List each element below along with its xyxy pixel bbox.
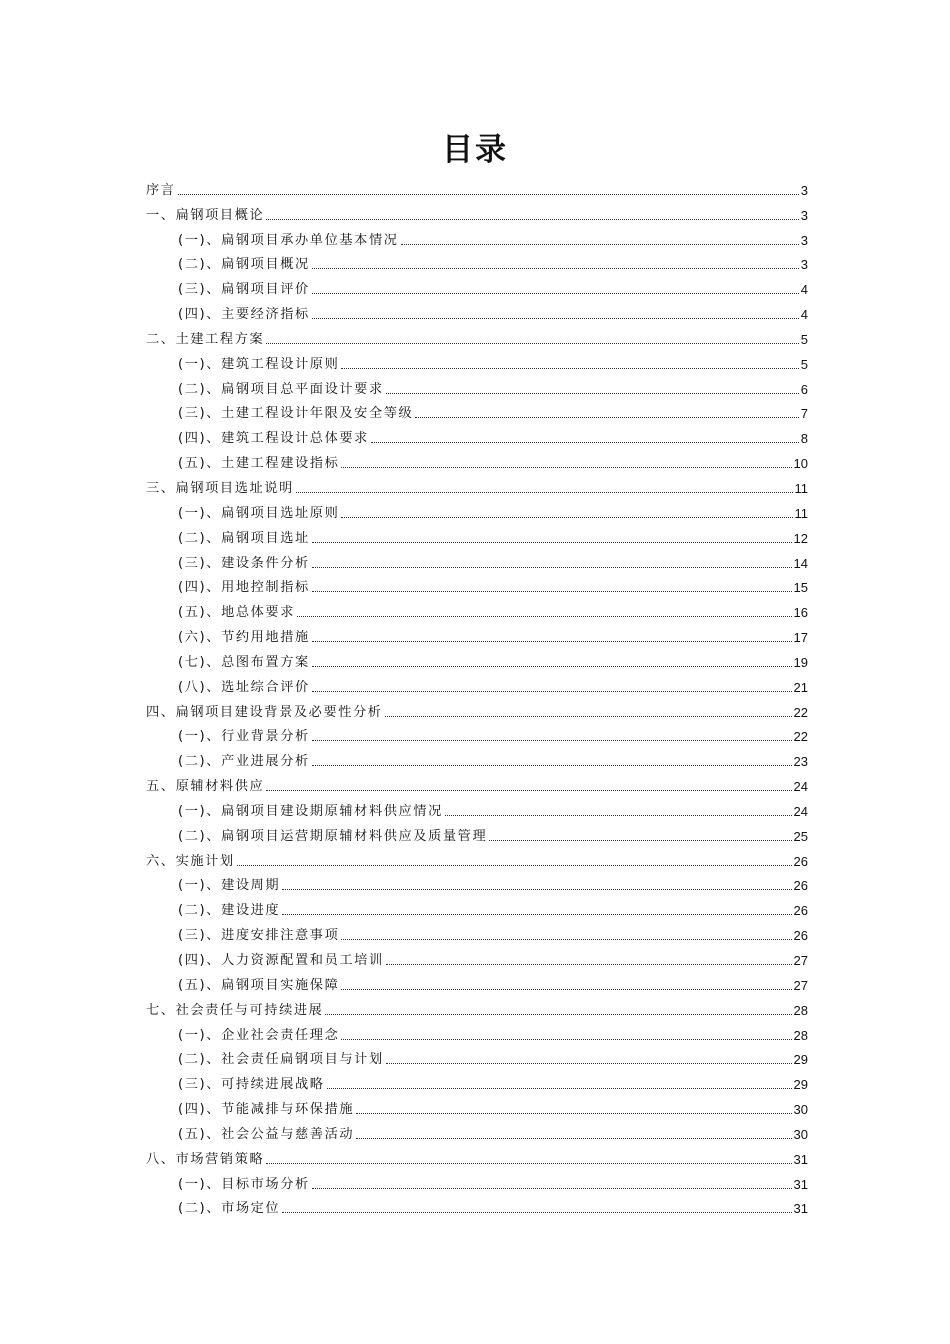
toc-entry-text: (二)、扁钢项目运营期原辅材料供应及质量管理 [178, 828, 488, 844]
toc-entry-page: 29 [793, 1052, 808, 1068]
dot-leader [178, 193, 799, 195]
dot-leader [386, 392, 799, 394]
toc-entry-page: 31 [793, 1201, 808, 1217]
toc-entry-text: (五)、社会公益与慈善活动 [178, 1126, 355, 1142]
dot-leader [489, 839, 791, 841]
toc-entry-page: 7 [800, 406, 808, 422]
toc-entry[interactable] [146, 596, 808, 621]
toc-entry-text: 序言 [146, 182, 176, 198]
toc-entry-page: 24 [793, 803, 808, 819]
toc-entry[interactable] [146, 646, 808, 671]
dot-leader [266, 1162, 791, 1164]
toc-entry[interactable] [146, 944, 808, 969]
toc-entry[interactable] [146, 199, 808, 224]
dot-leader [356, 1137, 791, 1139]
toc-entry-page: 28 [793, 1002, 808, 1018]
dot-leader [371, 441, 799, 443]
toc-entry-text: (二)、扁钢项目总平面设计要求 [178, 381, 384, 397]
toc-entry-text: (一)、行业背景分析 [178, 729, 310, 745]
toc-entry-page: 28 [793, 1027, 808, 1043]
dot-leader [356, 1112, 791, 1114]
toc-entry-page: 3 [800, 182, 808, 198]
dot-leader [312, 665, 792, 667]
dot-leader [312, 690, 792, 692]
toc-entry-page: 22 [793, 704, 808, 720]
toc-entry-text: (六)、节约用地措施 [178, 630, 310, 646]
toc-entry[interactable] [146, 422, 808, 447]
toc-entry[interactable] [146, 820, 808, 845]
toc-entry-text: (二)、产业进展分析 [178, 754, 310, 770]
toc-entry-text: (一)、扁钢项目选址原则 [178, 505, 340, 521]
toc-entry[interactable] [146, 273, 808, 298]
toc-entry-page: 31 [793, 1151, 808, 1167]
dot-leader [312, 566, 792, 568]
toc-entry-text: 七、社会责任与可持续进展 [146, 1002, 324, 1018]
toc-entry-page: 31 [793, 1176, 808, 1192]
dot-leader [312, 640, 792, 642]
toc-entry-text: (二)、市场定位 [178, 1201, 281, 1217]
dot-leader [312, 292, 799, 294]
toc-entry[interactable] [146, 721, 808, 746]
toc-entry[interactable] [146, 472, 808, 497]
dot-leader [386, 1062, 792, 1064]
toc-entry-page: 5 [800, 356, 808, 372]
toc-entry-page: 15 [793, 580, 808, 596]
toc-entry-page: 3 [800, 232, 808, 248]
toc-entry-text: 八、市场营销策略 [146, 1151, 265, 1167]
dot-leader [341, 938, 791, 940]
toc-entry-page: 30 [793, 1126, 808, 1142]
toc-entry[interactable] [146, 870, 808, 895]
dot-leader [312, 541, 792, 543]
dot-leader [312, 267, 799, 269]
dot-leader [325, 1013, 791, 1015]
toc-entry[interactable] [146, 249, 808, 274]
toc-entry-page: 21 [793, 679, 808, 695]
toc-entry[interactable] [146, 224, 808, 249]
dot-leader [341, 466, 791, 468]
dot-leader [312, 317, 799, 319]
toc-entry[interactable] [146, 621, 808, 646]
toc-entry-page: 4 [800, 307, 808, 323]
toc-entry-page: 27 [793, 953, 808, 968]
toc-entry[interactable] [146, 1118, 808, 1143]
toc-entry-page: 3 [800, 257, 808, 273]
toc-entry-text: (三)、可持续进展战略 [178, 1077, 325, 1093]
dot-leader [341, 516, 792, 518]
toc-entry[interactable] [146, 1093, 808, 1118]
dot-leader [312, 590, 792, 592]
toc-entry-page: 23 [793, 754, 808, 770]
toc-entry[interactable] [146, 969, 808, 994]
toc-entry-text: 六、实施计划 [146, 853, 235, 869]
dot-leader [237, 864, 792, 866]
dot-leader [415, 416, 798, 418]
toc-entry[interactable] [146, 298, 808, 323]
toc-entry[interactable] [146, 1068, 808, 1093]
dot-leader [312, 1187, 792, 1189]
dot-leader [282, 913, 791, 915]
toc-entry[interactable] [146, 1044, 808, 1069]
table-of-contents [146, 174, 808, 1217]
toc-entry-text: 四、扁钢项目建设背景及必要性分析 [146, 704, 383, 720]
toc-entry[interactable] [146, 373, 808, 398]
toc-entry[interactable] [146, 919, 808, 944]
toc-entry-page: 26 [793, 853, 808, 869]
toc-entry[interactable] [146, 994, 808, 1019]
toc-entry[interactable] [146, 572, 808, 597]
toc-entry-text: (三)、扁钢项目评价 [178, 282, 310, 298]
toc-entry[interactable] [146, 348, 808, 373]
toc-entry-text: (四)、用地控制指标 [178, 580, 310, 596]
toc-entry-page: 26 [793, 878, 808, 894]
toc-entry-text: (二)、扁钢项目概况 [178, 257, 310, 273]
dot-leader [266, 342, 798, 344]
toc-entry-text: (七)、总图布置方案 [178, 654, 310, 670]
toc-entry[interactable] [146, 1193, 808, 1218]
toc-entry-text: (三)、土建工程设计年限及安全等级 [178, 406, 414, 422]
toc-entry-text: (四)、主要经济指标 [178, 307, 310, 323]
toc-entry-text: (四)、人力资源配置和员工培训 [178, 953, 384, 968]
toc-entry-text: (三)、建设条件分析 [178, 555, 310, 571]
toc-entry[interactable] [146, 770, 808, 795]
toc-entry-text: (四)、节能减排与环保措施 [178, 1102, 355, 1118]
toc-entry[interactable] [146, 696, 808, 721]
toc-entry-text: (四)、建筑工程设计总体要求 [178, 431, 369, 447]
toc-entry-text: 二、土建工程方案 [146, 331, 265, 347]
toc-entry[interactable] [146, 497, 808, 522]
toc-entry[interactable] [146, 745, 808, 770]
toc-entry[interactable] [146, 398, 808, 423]
toc-entry-text: (一)、企业社会责任理念 [178, 1027, 340, 1043]
toc-entry-text: (三)、进度安排注意事项 [178, 928, 340, 944]
toc-entry-page: 16 [793, 605, 808, 621]
toc-entry-text: (五)、土建工程建设指标 [178, 456, 340, 472]
toc-entry-page: 14 [793, 555, 808, 571]
toc-entry-text: 三、扁钢项目选址说明 [146, 480, 294, 496]
toc-entry-page: 12 [793, 530, 808, 546]
toc-entry-text: 五、原辅材料供应 [146, 779, 265, 795]
toc-entry[interactable] [146, 522, 808, 547]
dot-leader [327, 1087, 792, 1089]
toc-entry-page: 10 [793, 456, 808, 472]
toc-entry-page: 22 [793, 729, 808, 745]
dot-leader [341, 1038, 791, 1040]
toc-entry-page: 17 [793, 630, 808, 646]
dot-leader [401, 243, 799, 245]
toc-entry-text: (一)、扁钢项目建设期原辅材料供应情况 [178, 803, 443, 819]
toc-entry-page: 4 [800, 282, 808, 298]
toc-entry[interactable] [146, 323, 808, 348]
toc-entry[interactable] [146, 174, 808, 199]
toc-entry-text: (一)、目标市场分析 [178, 1176, 310, 1192]
dot-leader [445, 814, 792, 816]
toc-entry[interactable] [146, 671, 808, 696]
dot-leader [341, 988, 791, 990]
dot-leader [282, 1211, 791, 1213]
toc-entry-text: (二)、社会责任扁钢项目与计划 [178, 1052, 384, 1068]
dot-leader [385, 715, 792, 717]
toc-entry-text: (一)、建筑工程设计原则 [178, 356, 340, 372]
toc-entry-text: (二)、建设进度 [178, 903, 281, 919]
toc-entry-page: 30 [793, 1102, 808, 1118]
toc-entry[interactable] [146, 447, 808, 472]
toc-entry-page: 11 [794, 505, 808, 521]
toc-entry[interactable] [146, 547, 808, 572]
toc-entry-page: 24 [793, 779, 808, 795]
toc-entry-text: (五)、地总体要求 [178, 605, 296, 621]
toc-entry[interactable] [146, 795, 808, 820]
toc-entry[interactable] [146, 1143, 808, 1168]
dot-leader [296, 491, 793, 493]
dot-leader [386, 963, 792, 965]
toc-entry[interactable] [146, 845, 808, 870]
dot-leader [312, 739, 792, 741]
toc-entry-page: 26 [793, 928, 808, 944]
toc-entry-text: (一)、扁钢项目承办单位基本情况 [178, 232, 399, 248]
toc-entry-page: 19 [793, 654, 808, 670]
toc-entry-page: 6 [800, 381, 808, 397]
toc-entry-text: (八)、选址综合评价 [178, 679, 310, 695]
toc-entry-text: (五)、扁钢项目实施保障 [178, 977, 340, 993]
toc-entry-text: 一、扁钢项目概论 [146, 207, 265, 223]
toc-entry-page: 11 [794, 480, 808, 496]
toc-entry-page: 29 [793, 1077, 808, 1093]
toc-entry-page: 5 [800, 331, 808, 347]
toc-entry-page: 25 [793, 828, 808, 844]
dot-leader [297, 615, 792, 617]
dot-leader [266, 789, 791, 791]
toc-entry-page: 27 [793, 977, 808, 993]
toc-entry-page: 3 [800, 207, 808, 223]
toc-entry[interactable] [146, 1019, 808, 1044]
toc-entry-text: (一)、建设周期 [178, 878, 281, 894]
dot-leader [312, 764, 792, 766]
toc-entry-text: (二)、扁钢项目选址 [178, 530, 310, 546]
toc-entry[interactable] [146, 894, 808, 919]
toc-entry[interactable] [146, 1168, 808, 1193]
page-title: 目录 [442, 132, 508, 168]
dot-leader [341, 367, 798, 369]
toc-entry-page: 8 [800, 431, 808, 447]
dot-leader [282, 888, 791, 890]
dot-leader [266, 218, 798, 220]
toc-entry-page: 26 [793, 903, 808, 919]
